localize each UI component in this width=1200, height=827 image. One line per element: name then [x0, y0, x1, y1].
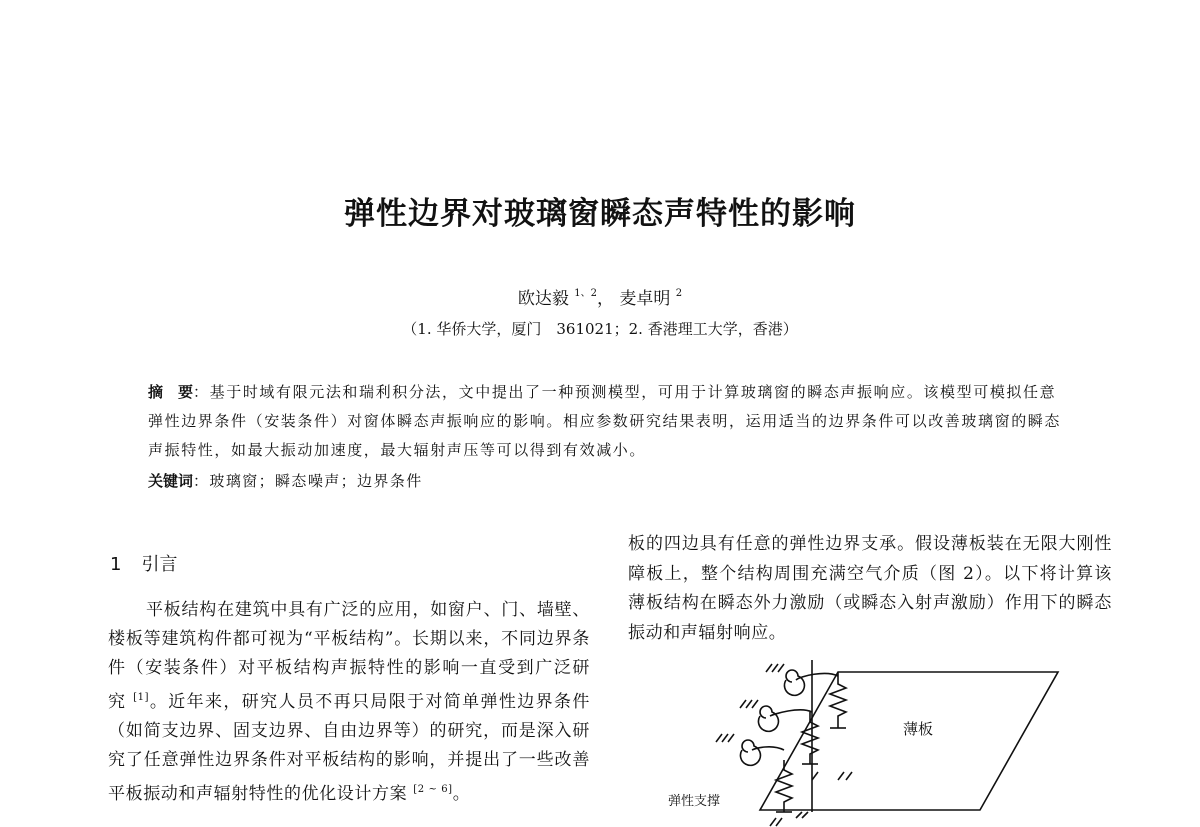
author-name: 麦卓明: [619, 289, 671, 309]
abstract-text: 基于时域有限元法和瑞利积分法，文中提出了一种预测模型，可用于计算玻璃窗的瞬态声振响应。该模型可模拟任意弹性边界条件（安装条件）对窗体瞬态声振响应的影响。相应参数研究结果表明，运用适当的边界条件可以改善玻璃窗的瞬态声振特性，如最大振动加速度，最大辐射声压等可以得到有效减小。: [148, 383, 1062, 459]
section-number: 1: [110, 554, 122, 575]
citation: [1]: [133, 692, 150, 703]
spring-icon: [802, 712, 818, 764]
keywords: 关键词：玻璃窗；瞬态噪声；边界条件: [148, 472, 423, 490]
paragraph: 板的四边具有任意的弹性边界支承。假设薄板装在无限大刚性障板上，整个结构周围充满空气介质（图 2）。以下将计算该薄板结构在瞬态外力激励（或瞬态入射声激励）作用下的瞬态振动和声辐射响应。: [628, 534, 1112, 643]
author-affiliation-mark: 1、2: [574, 288, 597, 299]
author-line: [0, 284, 1200, 309]
plate-outline: [760, 672, 1058, 810]
paragraph-text: 。: [452, 784, 471, 804]
section-title: 引言: [141, 554, 178, 575]
plate-support-figure: [660, 650, 1080, 827]
paragraph-text: 。近年来，研究人员不再只局限于对简单弹性边界条件（如简支边界、固支边界、自由边界等）的研究，而是深入研究了任意弹性边界条件对平板结构的影响，并提出了一些改善平板振动和声辐射特性的优化设计方案: [108, 692, 590, 804]
section-heading: [110, 550, 177, 576]
paragraph-text: 平板结构在建筑中具有广泛的应用，如窗户、门、墙壁、楼板等建筑构件都可视为“平板结构”。长期以来，不同边界条件（安装条件）对平板结构声振特性的影响一直受到广泛研究: [108, 600, 590, 712]
keywords-text: 玻璃窗；瞬态噪声；边界条件: [209, 472, 423, 490]
left-column-body: [108, 596, 590, 809]
figure-label-plate: 薄板: [903, 720, 934, 738]
author-affiliation-mark: 2: [675, 288, 683, 299]
author-separator: ，: [596, 289, 614, 309]
abstract: 摘 要：基于时域有限元法和瑞利积分法，文中提出了一种预测模型，可用于计算玻璃窗的瞬态声振响应。该模型可模拟任意弹性边界条件（安装条件）对窗体瞬态声振响应的影响。相应参数研究结果表明，运用适当的边界条件可以改善玻璃窗的瞬态声振特性，如最大振动加速度，最大辐射声压等可以得到有效减小。: [148, 383, 1062, 459]
figure-label-support: 弹性支撑: [668, 794, 721, 809]
citation: [2 ~ 6]: [413, 784, 453, 795]
spring-icon: [776, 760, 792, 812]
author-name: 欧达毅: [517, 289, 569, 309]
rotational-spring-icon: [758, 706, 812, 731]
paragraph: [108, 596, 590, 809]
abstract-label: 摘 要: [148, 383, 194, 401]
rotational-spring-icon: [740, 740, 784, 765]
keywords-label: 关键词: [148, 472, 194, 490]
paper-title: 弹性边界对玻璃窗瞬态声特性的影响: [344, 196, 856, 232]
affiliations: （1. 华侨大学，厦门 361021；2. 香港理工大学，香港）: [402, 320, 798, 338]
right-column-body: [628, 530, 1112, 648]
